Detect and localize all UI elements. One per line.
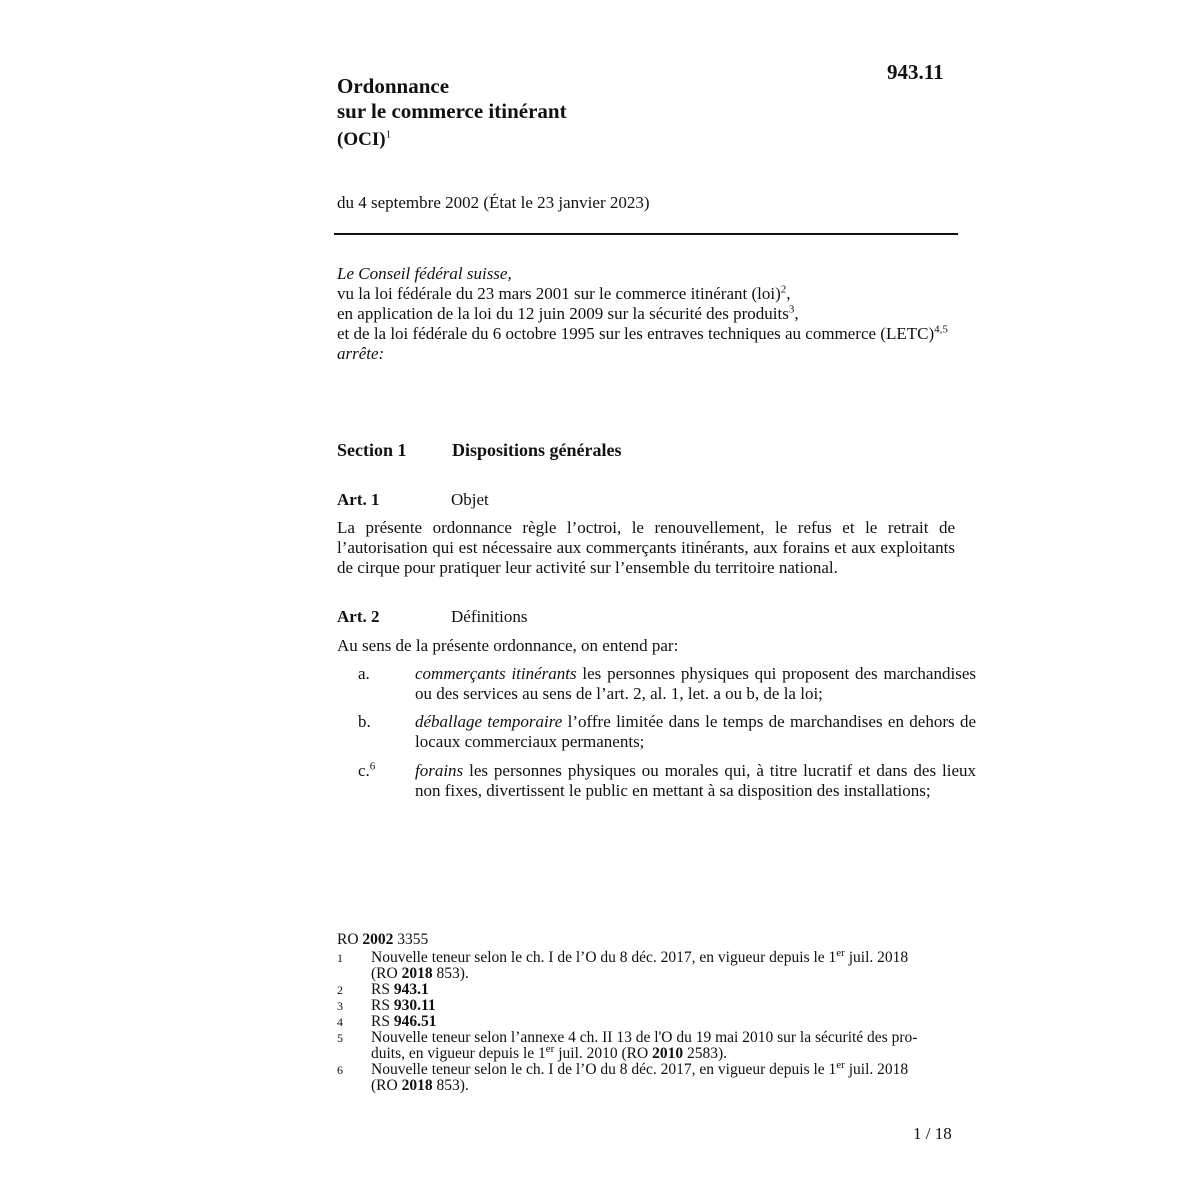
definition-item bbox=[358, 712, 978, 757]
article-2-label: Art. 2 bbox=[337, 607, 380, 626]
title-line-1: Ordonnance bbox=[337, 74, 450, 98]
preamble-line-1: vu la loi fédérale du 23 mars 2001 sur le commerce itinérant (loi)$^2$, bbox=[337, 283, 791, 303]
footnote: 1 Nouvelle teneur selon le ch. I de l’O du 8 déc. 2017, en vigueur depuis le 1er juil. 2018 (RO 2018 853). bbox=[337, 946, 909, 982]
preamble-decree: arrête: bbox=[337, 344, 385, 363]
footnote: 4 RS 946.51 bbox=[337, 1013, 437, 1030]
item-label: a. bbox=[358, 664, 370, 683]
header-rule bbox=[334, 233, 958, 235]
article-1-label: Art. 1 bbox=[337, 490, 380, 509]
preamble-line-3: et de la loi fédérale du 6 octobre 1995 sur les entraves techniques au commerce (LETC)$^{4,5}$ bbox=[337, 323, 948, 343]
article-2-intro: Au sens de la présente ordonnance, on entend par: bbox=[337, 636, 679, 655]
item-text: forains les personnes physiques ou morales qui, à titre lucratif et dans des lieux non fixes, divertissent le public en mettant à sa disposition des installations; bbox=[415, 761, 976, 800]
document-number: 943.11 bbox=[887, 60, 944, 84]
footnote: 5 Nouvelle teneur selon l’annexe 4 ch. II 13 de l'O du 19 mai 2010 sur la sécurité des pro- duits, en vigueur depuis le 1er juil. 2010 (RO 2010 2583). bbox=[337, 1029, 918, 1062]
definition-item bbox=[358, 761, 978, 826]
page-number: 1 / 18 bbox=[913, 1124, 952, 1143]
footnote: 2 RS 943.1 bbox=[337, 981, 429, 998]
footnote-number: 3 bbox=[337, 999, 343, 1013]
footnote-number: 4 bbox=[337, 1015, 343, 1029]
item-label: b. bbox=[358, 712, 371, 731]
section-title: Dispositions générales bbox=[452, 440, 622, 460]
title-line-2: sur le commerce itinérant bbox=[337, 99, 567, 123]
definition-item bbox=[358, 664, 978, 709]
footnote: 6 Nouvelle teneur selon le ch. I de l’O du 8 déc. 2017, en vigueur depuis le 1er juil. 2018 (RO 2018 853). bbox=[337, 1058, 909, 1094]
footnotes bbox=[337, 946, 957, 1094]
source-reference: RO 2002 3355 bbox=[337, 931, 429, 948]
item-text: déballage temporaire l’offre limitée dans le temps de marchandises en dehors de locaux commerciaux permanents; bbox=[415, 712, 976, 751]
footnote-ref-6: 6 bbox=[369, 760, 376, 773]
article-1-text: La présente ordonnance règle l’octroi, le renouvellement, le refus et le retrait de l’autorisation qui est nécessaire aux commerçants itinérants, aux forains et aux exploitants de cirque pour pratiquer leur activité sur l’ensemble du territoire national. bbox=[337, 518, 955, 577]
footnote-number: 5 bbox=[337, 1031, 343, 1045]
item-label: c.$^6$ bbox=[358, 760, 376, 780]
document-title bbox=[337, 74, 567, 124]
footnote-number: 6 bbox=[337, 1063, 343, 1077]
footnote-ref-3: 3 bbox=[788, 303, 795, 316]
preamble bbox=[337, 264, 955, 364]
section-label: Section 1 bbox=[337, 440, 407, 460]
document-date: du 4 septembre 2002 (État le 23 janvier 2023) bbox=[337, 193, 650, 212]
footnote-ref-4-5: 4,5 bbox=[934, 323, 948, 336]
article-1-title: Objet bbox=[451, 490, 489, 509]
item-text: commerçants itinérants les personnes physiques qui proposent des marchandises ou des services au sens de l’art. 2, al. 1, let. a ou b, de la loi; bbox=[415, 664, 976, 703]
document-abbreviation: (OCI)$^1$ bbox=[337, 128, 392, 150]
preamble-line-2: en application de la loi du 12 juin 2009 sur la sécurité des produits$^3$, bbox=[337, 303, 799, 323]
article-2-title: Définitions bbox=[451, 607, 528, 626]
preamble-authority: Le Conseil fédéral suisse, bbox=[337, 264, 512, 283]
footnote-ref-1: 1 bbox=[385, 128, 392, 141]
footnote-number: 2 bbox=[337, 983, 343, 997]
footnote-number: 1 bbox=[337, 951, 343, 965]
footnote-ref-2: 2 bbox=[780, 283, 787, 296]
footnote: 3 RS 930.11 bbox=[337, 997, 436, 1014]
